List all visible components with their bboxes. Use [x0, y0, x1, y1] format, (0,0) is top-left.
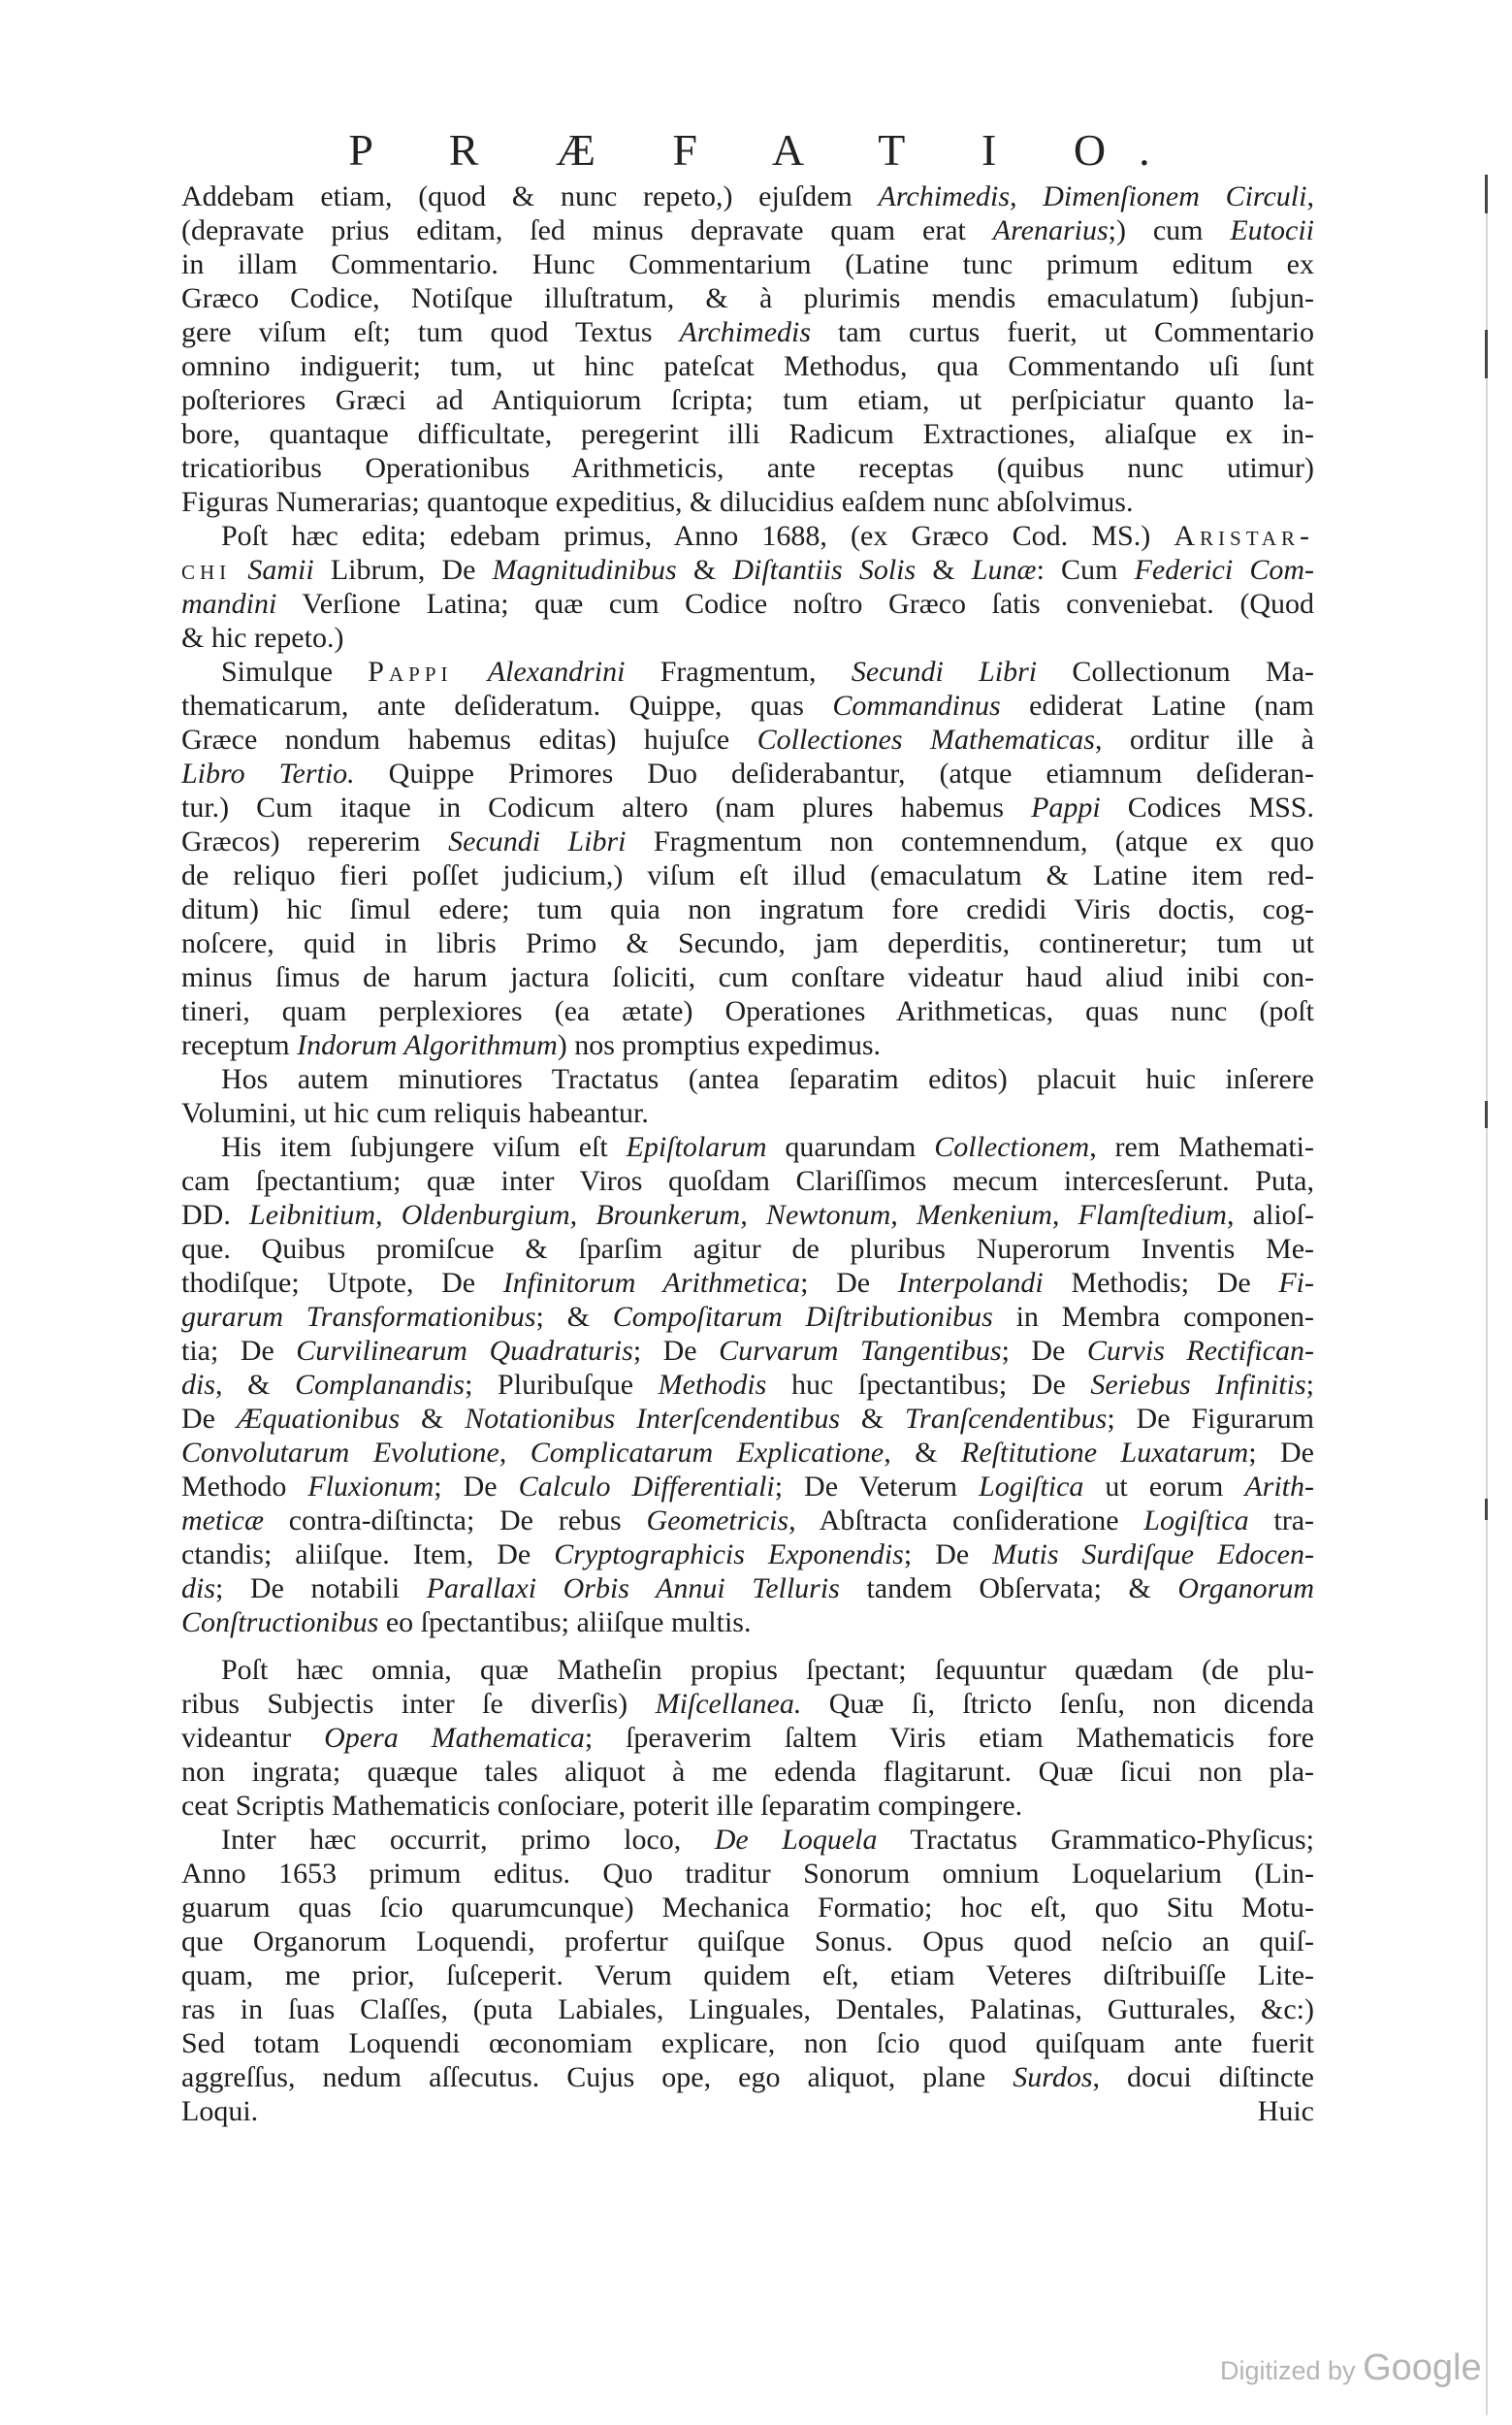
italic-segment: Æquationibus [236, 1403, 401, 1435]
italic-segment: Leibnitium, Oldenburgium, Brounkerum, Newtonum, Menkenium, Flamſtedium [249, 1199, 1227, 1231]
small-caps-segment: chi [181, 554, 232, 586]
text-segment: omnino indiguerit; tum, ut hinc pateſcat Methodus, qua Commentando uſi ſunt [181, 350, 1314, 382]
text-segment: tur.) Cum itaque in Codicum altero (nam plures habemus [181, 792, 1032, 824]
text-segment: ; [1305, 1369, 1314, 1401]
text-segment: aggreſſus, nedum aſſecutus. Cujus ope, ego aliquot, plane [181, 2061, 1013, 2093]
text-segment: ; De [632, 1335, 720, 1367]
text-segment: His item ſubjungere viſum eſt [221, 1131, 627, 1163]
text-segment: Quippe Primores Duo deſiderabantur, (atque etiamnum deſideran- [354, 758, 1315, 790]
italic-segment: Archimedis [679, 316, 812, 348]
text-segment: Codices MSS. [1100, 792, 1314, 824]
text-line [181, 1857, 1314, 1891]
text-segment: ; De [1001, 1335, 1087, 1367]
text-line [181, 1266, 1314, 1300]
text-line [181, 926, 1314, 960]
text-segment: non ingrata; quæque tales aliquot à me edenda flagitarunt. Quæ ſicui non pla- [181, 1756, 1314, 1788]
italic-segment: Secundi Libri [851, 656, 1038, 688]
text-segment: ; De [903, 1538, 993, 1570]
text-line [181, 553, 1314, 587]
text-segment: tam curtus fuerit, ut Commentario [811, 316, 1314, 348]
text-segment: , & [215, 1369, 296, 1401]
paragraph [181, 1130, 1314, 1639]
text-segment: que. Quibus promiſcue & ſparſim agitur de pluribus Nuperorum Inventis Me- [181, 1233, 1314, 1265]
small-caps-segment: Aristar- [1174, 520, 1314, 552]
text-segment: tra- [1248, 1504, 1314, 1536]
text-segment: huc ſpectantibus; De [766, 1369, 1091, 1401]
text-segment: ; & [535, 1301, 613, 1333]
text-segment: Hos autem minutiores Tractatus (antea ſeparatim editos) placuit huic inſerere [221, 1063, 1314, 1095]
text-segment: receptum [181, 1029, 298, 1061]
text-segment: Græco Codice, Notiſque illuſtratum, & à plurimis mendis emaculatum) ſubjun- [181, 282, 1314, 314]
paragraph [181, 1653, 1314, 1823]
text-line [181, 723, 1314, 757]
italic-segment: Indorum Algorithmum [297, 1029, 558, 1061]
text-line [181, 1504, 1314, 1537]
text-segment: ediderat Latine (nam [1000, 690, 1314, 722]
text-line [181, 1924, 1314, 1958]
italic-segment: Methodis [658, 1369, 767, 1401]
italic-segment: Compoſitarum Diſtributionibus [612, 1301, 993, 1333]
italic-segment: Epiſtolarum [626, 1131, 767, 1163]
text-segment: Quæ ſi, ſtricto ſenſu, non dicenda [801, 1688, 1314, 1720]
text-segment: minus ſimus de harum jactura ſoliciti, cum conſtare videatur haud aliud inibi con- [181, 961, 1314, 993]
text-segment: Inter hæc occurrit, primo loco, [221, 1824, 715, 1856]
italic-segment: gurarum Transformationibus [181, 1301, 536, 1333]
text-line [181, 1755, 1314, 1789]
text-segment: Fragmentum non contemnendum, (atque ex quo [626, 825, 1314, 857]
italic-segment: Logiſtica [979, 1471, 1084, 1503]
text-segment: Methodo [181, 1471, 308, 1503]
italic-segment: mandini [181, 588, 277, 620]
italic-segment: Samii [247, 554, 314, 586]
text-segment: cam ſpectantium; quæ inter Viros quoſdam Clariſſimos mecum intercesſerunt. Puta, [181, 1165, 1314, 1197]
text-segment: Græce nondum habemus editas) hujuſce [181, 724, 757, 756]
text-line [181, 1198, 1314, 1232]
scan-mark [1485, 1101, 1488, 1128]
text-line [181, 1653, 1314, 1687]
text-segment: Sed totam Loquendi œconomiam explicare, non ſcio quod quiſquam ante fuerit [181, 2027, 1314, 2059]
italic-segment: Pappi [1031, 792, 1101, 824]
text-line [181, 655, 1314, 689]
page-title: P R Æ F A T I O. [348, 125, 1183, 175]
text-segment: in illam Commentario. Hunc Commentarium (Latine tunc primum editum ex [181, 248, 1314, 280]
text-line [181, 2026, 1314, 2060]
text-line [181, 485, 1314, 519]
watermark-prefix: Digitized by [1220, 2356, 1356, 2385]
document-body [181, 179, 1314, 2128]
text-segment: ribus Subjectis inter ſe diverſis) [181, 1688, 656, 1720]
italic-segment: dis [181, 1572, 216, 1604]
text-segment: quarundam [766, 1131, 935, 1163]
text-segment: & [916, 554, 972, 586]
text-segment: & [840, 1403, 906, 1435]
text-segment: ceat Scriptis Mathematicis conſociare, poterit ille ſeparatim compingere. [181, 1790, 1023, 1822]
text-segment: Loqui. [181, 2095, 259, 2127]
italic-segment: dis [181, 1369, 216, 1401]
text-line [181, 1232, 1314, 1266]
italic-segment: Curvarum Tangentibus [719, 1335, 1002, 1367]
text-line [181, 1028, 1314, 1062]
text-line [181, 858, 1314, 892]
text-segment: ut eorum [1083, 1471, 1245, 1503]
text-line [181, 179, 1314, 213]
text-segment: ditum) hic ſimul edere; tum quia non ingratum fore credidi Viris doctis, cog- [181, 893, 1314, 925]
google-watermark [1220, 2347, 1482, 2389]
text-line [181, 1062, 1314, 1096]
text-segment: eo ſpectantibus; aliiſque multis. [378, 1606, 752, 1638]
italic-segment: Seriebus Infinitis [1090, 1369, 1306, 1401]
italic-segment: Commandinus [832, 690, 1001, 722]
text-segment: , alioſ- [1226, 1199, 1314, 1231]
text-line [181, 2060, 1314, 2094]
catchword: Huic [1257, 2095, 1314, 2127]
text-segment: tineri, quam perplexiores (ea ætate) Operationes Arithmeticas, quas nunc (poſt [181, 995, 1314, 1027]
italic-segment: meticæ [181, 1504, 264, 1536]
text-line [181, 281, 1314, 315]
text-segment: bore, quantaque difficultate, peregerint illi Radicum Extractiones, aliaſque ex in- [181, 418, 1314, 450]
text-segment: ;) cum [1108, 214, 1231, 246]
text-segment: quam, me prior, ſuſceperit. Verum quidem eſt, etiam Veteres diſtribuiſſe Lite- [181, 1959, 1314, 1991]
text-line [181, 1130, 1314, 1164]
text-segment: Figuras Numerarias; quantoque expeditius, & dilucidius eaſdem nunc abſolvimus. [181, 486, 1134, 518]
italic-segment: Libro Tertio. [181, 758, 355, 790]
text-line [181, 1300, 1314, 1334]
italic-segment: Diſtantiis Solis [732, 554, 917, 586]
text-line [181, 1368, 1314, 1402]
text-segment: guarum quas ſcio quarumcunque) Mechanica Formatio; hoc eſt, quo Situ Motu- [181, 1892, 1314, 1924]
italic-segment: Mutis Surdiſque Edocen- [992, 1538, 1314, 1570]
italic-segment: Eutocii [1230, 214, 1315, 246]
text-line [181, 1721, 1314, 1755]
text-segment: Verſione Latina; quæ cum Codice noſtro Græco ſatis conveniebat. (Quod [276, 588, 1314, 620]
text-line [181, 1436, 1314, 1470]
italic-segment: Calculo Differentiali [518, 1471, 775, 1503]
text-line [181, 2094, 1314, 2128]
text-segment: Volumini, ut hic cum reliquis habeantur. [181, 1097, 649, 1129]
text-segment: ; De Veterum [774, 1471, 980, 1503]
paragraph [181, 1062, 1314, 1130]
text-segment: Tractatus Grammatico-Phyſicus; [877, 1824, 1314, 1856]
text-segment: DD. [181, 1199, 250, 1231]
text-segment: tia; De [181, 1335, 297, 1367]
text-segment: , & [884, 1437, 962, 1469]
italic-segment: Fluxionum [307, 1471, 434, 1503]
italic-segment: Notationibus Interſcendentibus [465, 1403, 841, 1435]
italic-segment: Miſcellanea. [655, 1688, 802, 1720]
text-line [181, 621, 1314, 655]
text-line [181, 892, 1314, 926]
text-segment [231, 554, 247, 586]
italic-segment: De Loquela [714, 1824, 878, 1856]
text-segment: Collectionum Ma- [1037, 656, 1315, 688]
italic-segment: Surdos [1013, 2061, 1093, 2093]
italic-segment: Fi- [1278, 1267, 1314, 1299]
text-segment: & [400, 1403, 466, 1435]
italic-segment: Collectionem [934, 1131, 1090, 1163]
text-segment: Græcos) repererim [181, 825, 449, 857]
text-line [181, 1537, 1314, 1571]
text-segment: tricatioribus Operationibus Arithmeticis, ante receptas (quibus nunc utimur) [181, 452, 1314, 484]
text-segment: Addebam etiam, (quod & nunc repeto,) ejuſdem [181, 180, 879, 212]
scan-mark [1485, 330, 1488, 378]
text-segment: Anno 1653 primum editus. Quo traditur Sonorum omnium Loquelarium (Lin- [181, 1858, 1314, 1890]
text-segment: poſteriores Græci ad Antiquiorum ſcripta; tum etiam, ut perſpiciatur quanto la- [181, 384, 1314, 416]
text-segment: que Organorum Loquendi, profertur quiſque Sonus. Opus quod neſcio an quiſ- [181, 1925, 1314, 1957]
text-segment: : Cum [1036, 554, 1135, 586]
text-line [181, 1470, 1314, 1504]
italic-segment: Organorum [1177, 1572, 1314, 1604]
text-segment: ; De notabili [215, 1572, 427, 1604]
text-segment: tandem Obſervata; & [839, 1572, 1178, 1604]
italic-segment: Secundi Libri [448, 825, 627, 857]
text-line [181, 1164, 1314, 1198]
italic-segment: Convolutarum Evolutione, Complicatarum Explicatione [181, 1437, 885, 1469]
text-segment [453, 656, 488, 688]
text-line [181, 960, 1314, 994]
italic-segment: Tranſcendentibus [905, 1403, 1108, 1435]
italic-segment: Arenarius [992, 214, 1109, 246]
text-line [181, 757, 1314, 791]
text-segment: ctandis; aliiſque. Item, De [181, 1538, 555, 1570]
text-segment: De [181, 1403, 237, 1435]
text-line [181, 1789, 1314, 1823]
text-line [181, 1334, 1314, 1368]
text-segment: thematicarum, ante deſideratum. Quippe, quas [181, 690, 833, 722]
text-segment: ; De Figurarum [1107, 1403, 1315, 1435]
text-segment: Poſt hæc omnia, quæ Matheſin propius ſpectant; ſequuntur quædam (de plu- [221, 1654, 1314, 1686]
watermark-brand: Google [1363, 2347, 1482, 2388]
text-segment: in Membra componen- [992, 1301, 1315, 1333]
italic-segment: Reſtitutione Luxatarum [961, 1437, 1249, 1469]
text-line [181, 349, 1314, 383]
text-segment: Simulque [221, 656, 369, 688]
text-line [181, 451, 1314, 485]
italic-segment: Cryptographicis Exponendis [554, 1538, 904, 1570]
text-segment: , orditur ille à [1094, 724, 1314, 756]
italic-segment: Interpolandi [897, 1267, 1044, 1299]
italic-segment: Arith- [1244, 1471, 1315, 1503]
text-segment: ; De [800, 1267, 898, 1299]
text-line [181, 213, 1314, 247]
italic-segment: Curvis Rectifican- [1086, 1335, 1314, 1367]
italic-segment: Conſtructionibus [181, 1606, 379, 1638]
italic-segment: Infinitorum Arithmetica [502, 1267, 801, 1299]
text-line [181, 417, 1314, 451]
italic-segment: Parallaxi Orbis Annui Telluris [426, 1572, 840, 1604]
scan-edge [1486, 175, 1488, 2415]
text-segment: ) nos promptius expedimus. [557, 1029, 882, 1061]
italic-segment: Curvilinearum Quadraturis [296, 1335, 633, 1367]
text-segment: Fragmentum, [625, 656, 852, 688]
scan-mark [1485, 1499, 1488, 1520]
text-segment: , rem Mathemati- [1089, 1131, 1314, 1163]
text-segment: Methodis; De [1043, 1267, 1279, 1299]
text-segment: ; De [434, 1471, 519, 1503]
italic-segment: Federici Com- [1134, 554, 1315, 586]
text-line [181, 315, 1314, 349]
text-segment: noſcere, quid in libris Primo & Secundo, jam deperditis, contineretur; tum ut [181, 927, 1314, 959]
italic-segment: Logiſtica [1143, 1504, 1249, 1536]
italic-segment: Opera Mathematica [324, 1722, 585, 1754]
text-segment: videantur [181, 1722, 325, 1754]
text-line [181, 1891, 1314, 1924]
italic-segment: Complanandis [295, 1369, 466, 1401]
text-line [181, 1605, 1314, 1639]
text-line [181, 689, 1314, 723]
text-segment: contra-diſtincta; De rebus [263, 1504, 647, 1536]
text-segment: , docui diſtincte [1092, 2061, 1314, 2093]
text-line [181, 1687, 1314, 1721]
scan-mark [1485, 175, 1488, 213]
text-segment: & [676, 554, 733, 586]
text-line [181, 383, 1314, 417]
text-segment: de reliquo fieri poſſet judicium,) viſum eſt illud (emaculatum & Latine item red- [181, 859, 1314, 891]
italic-segment: Archimedis, Dimenſionem Circuli [878, 180, 1307, 212]
text-line [181, 824, 1314, 858]
text-line [181, 587, 1314, 621]
text-segment: Librum, De [313, 554, 493, 586]
text-line [181, 1992, 1314, 2026]
italic-segment: Alexandrini [487, 656, 626, 688]
text-line [181, 1571, 1314, 1605]
text-segment: ; ſperaverim ſaltem Viris etiam Mathematicis fore [584, 1722, 1314, 1754]
text-line [181, 1096, 1314, 1130]
paragraph [181, 179, 1314, 519]
text-segment: ; Pluribuſque [465, 1369, 659, 1401]
text-segment: Poſt hæc edita; edebam primus, Anno 1688, (ex Græco Cod. MS.) [221, 520, 1174, 552]
text-segment: (depravate prius editam, ſed minus depravate quam erat [181, 214, 993, 246]
text-segment: , Abſtracta conſideratione [788, 1504, 1144, 1536]
paragraph [181, 1823, 1314, 2128]
text-line [181, 247, 1314, 281]
text-line [181, 994, 1314, 1028]
italic-segment: Geometricis [646, 1504, 789, 1536]
italic-segment: Lunæ [971, 554, 1037, 586]
text-line [181, 1958, 1314, 1992]
paragraph [181, 655, 1314, 1062]
text-segment: thodiſque; Utpote, De [181, 1267, 503, 1299]
text-line [181, 1823, 1314, 1857]
italic-segment: Collectiones Mathematicas [756, 724, 1095, 756]
italic-segment: Magnitudinibus [492, 554, 677, 586]
text-segment: gere viſum eſt; tum quod Textus [181, 316, 680, 348]
text-line [181, 1402, 1314, 1436]
text-segment: , [1306, 180, 1314, 212]
text-segment: ras in ſuas Claſſes, (puta Labiales, Linguales, Dentales, Palatinas, Gutturales, &c:) [181, 1993, 1314, 2025]
paragraph [181, 519, 1314, 655]
text-segment: ; De [1248, 1437, 1314, 1469]
text-line [181, 519, 1314, 553]
text-segment: & hic repeto.) [181, 622, 344, 654]
small-caps-segment: Pappi [368, 656, 453, 688]
text-line [181, 791, 1314, 824]
